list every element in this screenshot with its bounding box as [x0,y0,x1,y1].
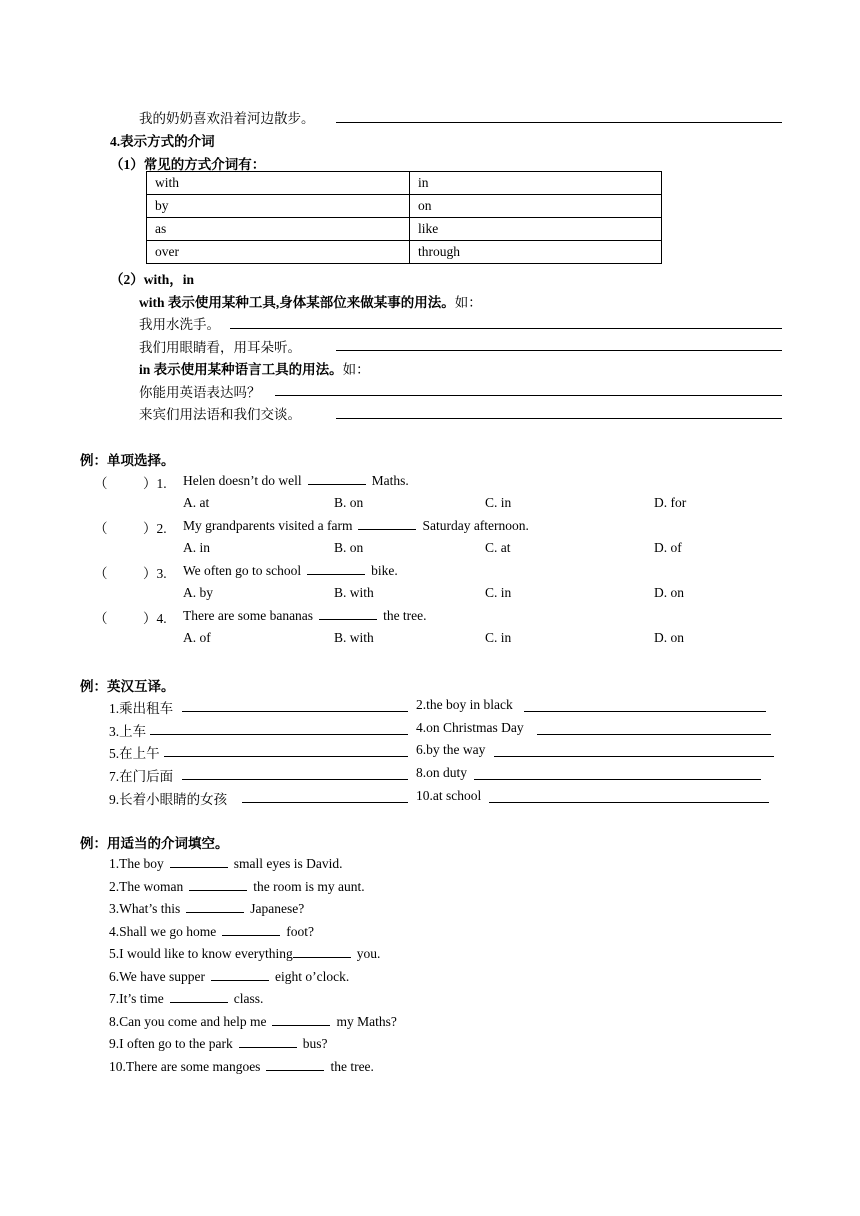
translate-right-item: 6.by the way [416,742,486,757]
option-b[interactable]: B. on [334,495,364,510]
option-b[interactable]: B. on [334,540,364,555]
answer-line[interactable] [537,734,771,735]
option-b[interactable]: B. with [334,585,374,600]
answer-line[interactable] [230,328,782,329]
option-d[interactable]: D. on [654,630,684,645]
fill-after: you. [356,946,381,961]
fill-before: 9.I often go to the park [109,1036,233,1051]
fill-before: 2.The woman [109,879,184,894]
answer-line[interactable] [182,711,408,712]
table-cell: like [410,218,662,241]
table-row [147,172,662,195]
in-example-2: 来宾们用法语和我们交谈。 [139,407,301,422]
with-example-2: 我们用眼睛看，用耳朵听。 [139,340,301,355]
subheading-2: （2）with，in [110,272,195,287]
table-cell: as [147,218,410,241]
table-cell: in [410,172,662,195]
question-before: We often go to school [183,563,302,578]
fill-item [109,878,365,895]
question-text [183,562,398,579]
blank[interactable] [293,945,351,958]
in-example-1: 你能用英语表达吗？ [139,385,261,400]
answer-line[interactable] [164,756,408,757]
answer-line[interactable] [524,711,766,712]
fill-item [109,900,304,917]
option-b[interactable]: B. with [334,630,374,645]
fill-after: Japanese? [250,901,305,916]
preposition-table [146,171,662,264]
in-rule [139,358,370,378]
answer-line[interactable] [489,802,769,803]
option-c[interactable]: C. in [485,495,512,510]
in-rule-tail: 如： [342,362,370,377]
translate-left-item: 7.在门后面 [109,769,174,784]
blank[interactable] [170,990,228,1003]
grandma-sentence: 我的奶奶喜欢沿着河边散步。 [139,111,315,126]
fill-after: small eyes is David. [233,856,343,871]
option-c[interactable]: C. at [485,540,511,555]
fill-item [109,855,342,872]
mc-heading: 例：单项选择。 [80,453,175,468]
blank[interactable] [170,855,228,868]
table-row [147,218,662,241]
answer-line[interactable] [275,395,782,396]
question-number: ）2. [143,521,167,536]
fill-item [109,945,380,962]
fill-after: eight o’clock. [275,969,350,984]
option-a[interactable]: A. at [183,495,210,510]
fill-before: 7.It’s time [109,991,164,1006]
option-c[interactable]: C. in [485,630,512,645]
question-number: ）4. [143,611,167,626]
question-text [183,607,427,624]
option-a[interactable]: A. in [183,540,210,555]
table-row [147,195,662,218]
question-after: bike. [371,563,398,578]
blank[interactable] [272,1013,330,1026]
table-cell: by [147,195,410,218]
fill-item [109,1035,327,1052]
question-before: My grandparents visited a farm [183,518,353,533]
blank[interactable] [222,923,280,936]
answer-paren[interactable]: （ [94,611,108,626]
answer-line[interactable] [494,756,774,757]
question-number: ）3. [143,566,167,581]
option-d[interactable]: D. on [654,585,684,600]
fill-before: 1.The boy [109,856,164,871]
question-before: Helen doesn’t do well [183,473,302,488]
with-example-1: 我用水洗手。 [139,317,220,332]
translate-right-item: 8.on duty [416,765,468,780]
with-rule-text: with 表示使用某种工具,身体某部位来做某事的用法。 [139,295,455,310]
fill-after: bus? [302,1036,328,1051]
fill-before: 4.Shall we go home [109,924,217,939]
blank[interactable] [186,900,244,913]
answer-line[interactable] [150,734,408,735]
blank[interactable] [189,878,247,891]
fill-after: my Maths? [336,1014,397,1029]
option-a[interactable]: A. by [183,585,213,600]
translate-left-item: 9.长着小眼睛的女孩 [109,792,228,807]
section-heading: 4.表示方式的介词 [110,134,215,149]
answer-line[interactable] [242,802,408,803]
with-rule-tail: 如： [454,295,482,310]
table-cell: on [410,195,662,218]
question-after: Saturday afternoon. [422,518,529,533]
fill-item [109,1013,397,1030]
fill-heading: 例：用适当的介词填空。 [80,836,229,851]
blank[interactable] [319,607,377,620]
question-text [183,517,529,534]
fill-before: 5.I would like to know everything [109,946,293,961]
subheading-1: （1）常见的方式介词有： [110,157,266,172]
fill-before: 8.Can you come and help me [109,1014,267,1029]
option-c[interactable]: C. in [485,585,512,600]
answer-line[interactable] [474,779,761,780]
answer-paren[interactable]: （ [94,566,108,581]
translate-right-item: 2.the boy in black [416,697,513,712]
with-rule [139,291,482,311]
fill-item [109,923,314,940]
blank[interactable] [307,562,365,575]
fill-before: 10.There are some mangoes [109,1059,261,1074]
translate-heading: 例：英汉互译。 [80,679,175,694]
table-cell: through [410,241,662,264]
blank[interactable] [239,1035,297,1048]
blank[interactable] [266,1058,324,1071]
table-cell: with [147,172,410,195]
fill-item [109,968,349,985]
fill-after: the tree. [330,1059,374,1074]
fill-after: the room is my aunt. [253,879,365,894]
option-a[interactable]: A. of [183,630,211,645]
fill-after: foot? [286,924,314,939]
question-before: There are some bananas [183,608,314,623]
answer-line[interactable] [336,122,782,123]
fill-item [109,990,263,1007]
answer-paren[interactable]: （ [94,476,108,491]
option-d[interactable]: D. of [654,540,682,555]
blank[interactable] [211,968,269,981]
table-cell: over [147,241,410,264]
question-text [183,472,409,489]
translate-left-item: 3.上车 [109,724,147,739]
fill-before: 6.We have supper [109,969,206,984]
table-row [147,241,662,264]
question-number: ）1. [143,476,167,491]
blank[interactable] [358,517,416,530]
blank[interactable] [308,472,366,485]
fill-after: class. [233,991,264,1006]
in-rule-text: in 表示使用某种语言工具的用法。 [139,362,343,377]
answer-line[interactable] [336,350,782,351]
translate-left-item: 5.在上午 [109,746,160,761]
answer-line[interactable] [336,418,782,419]
question-after: the tree. [383,608,427,623]
question-after: Maths. [371,473,409,488]
option-d[interactable]: D. for [654,495,687,510]
answer-paren[interactable]: （ [94,521,108,536]
fill-item [109,1058,374,1075]
translate-right-item: 4.on Christmas Day [416,720,524,735]
translate-right-item: 10.at school [416,788,482,803]
fill-before: 3.What’s this [109,901,181,916]
translate-left-item: 1.乘出租车 [109,701,174,716]
answer-line[interactable] [182,779,408,780]
